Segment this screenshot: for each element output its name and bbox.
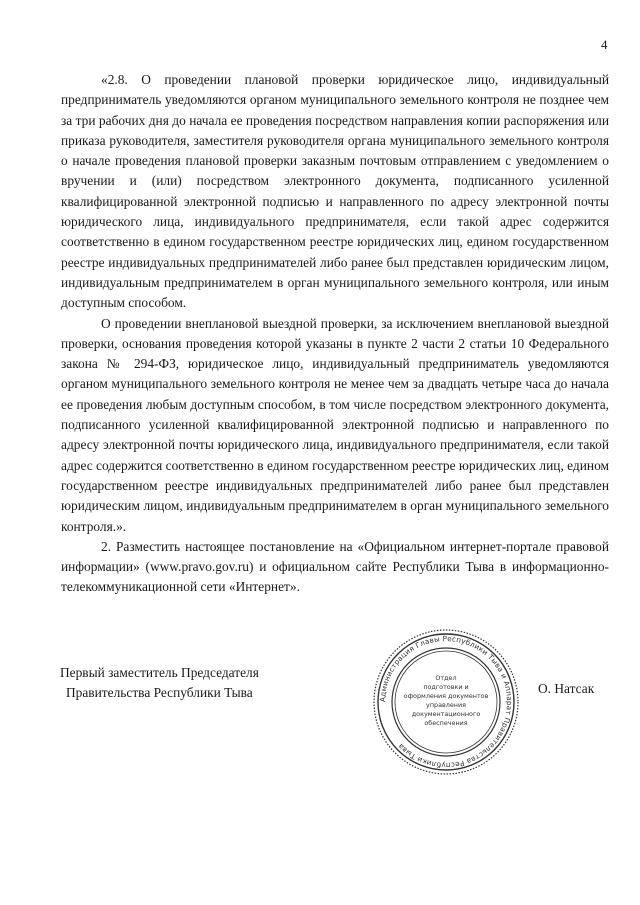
seal-center-line: Отдел — [435, 674, 457, 682]
signature-block — [60, 663, 259, 703]
seal-ring-text: Администрация Главы Республики Тыва и Аппарат Правительства Республики Тыва — [377, 633, 515, 771]
signer-title-line-2: Правительства Республики Тыва — [66, 685, 253, 700]
signer-title-line-1: Первый заместитель Председателя — [60, 665, 259, 680]
signer-name: О. Натсак — [538, 681, 595, 696]
page-number: 4 — [601, 37, 608, 52]
document-body — [61, 70, 609, 598]
seal-center-line: управления — [426, 701, 466, 709]
seal-center-line: документационного — [411, 710, 481, 718]
paragraph-2-8: «2.8. О проведении плановой проверки юридическое лицо, индивидуальный предприниматель уведомляются органом муниципального земельного контроля не позднее чем за три рабочих дня до начала ее проведения посредством направления копии распоряжения или приказа руководителя, заместителя руководителя органа муниципального земельного контроля о начале проведения плановой проверки заказным почтовым отправлением с уведомлением о вручении и (или) посредством электронного документа, подписанного усиленной квалифицированной электронной подписью и направленного по адресу электронной почты юридического лица, индивидуального предпринимателя, если такой адрес содержится соответственно в едином государственном реестре юридических лиц, едином государственном реестре индивидуальных предпринимателей либо ранее был представлен юридическим лицом, индивидуальным предпринимателем в орган муниципального земельного контроля, или иным доступным способом. — [61, 72, 609, 311]
seal-center-line: обеспечения — [424, 719, 468, 727]
official-seal-stamp — [372, 628, 520, 776]
paragraph-unscheduled-inspection: О проведении внеплановой выездной проверки, за исключением внеплановой выездной проверки, основания проведения которой указаны в пункте 2 части 2 статьи 10 Федерального закона № 294-ФЗ, юридическое лицо, индивидуальный предприниматель уведомляются органом муниципального земельного контроля не менее чем за двадцать четыре часа до начала ее проведения любым доступным способом, в том числе посредством электронного документа, подписанного усиленной квалифицированной электронной подписью и направленного по адресу электронной почты юридического лица, индивидуального предпринимателя, если такой адрес содержится соответственно в едином государственном реестре юридических лиц, едином государственном реестре индивидуальных предпринимателей либо ранее был представлен юридическим лицом, индивидуальным предпринимателем в орган муниципального земельного контроля.». — [61, 315, 609, 534]
paragraph-publication: 2. Разместить настоящее постановление на «Официальном интернет-портале правовой информации» (www.pravo.gov.ru) и официальном сайте Республики Тыва в информационно-телекоммуникационной сети «Интернет». — [61, 538, 609, 595]
seal-center-line: подготовки и — [423, 683, 469, 691]
seal-center-line: оформления документов — [403, 692, 489, 700]
